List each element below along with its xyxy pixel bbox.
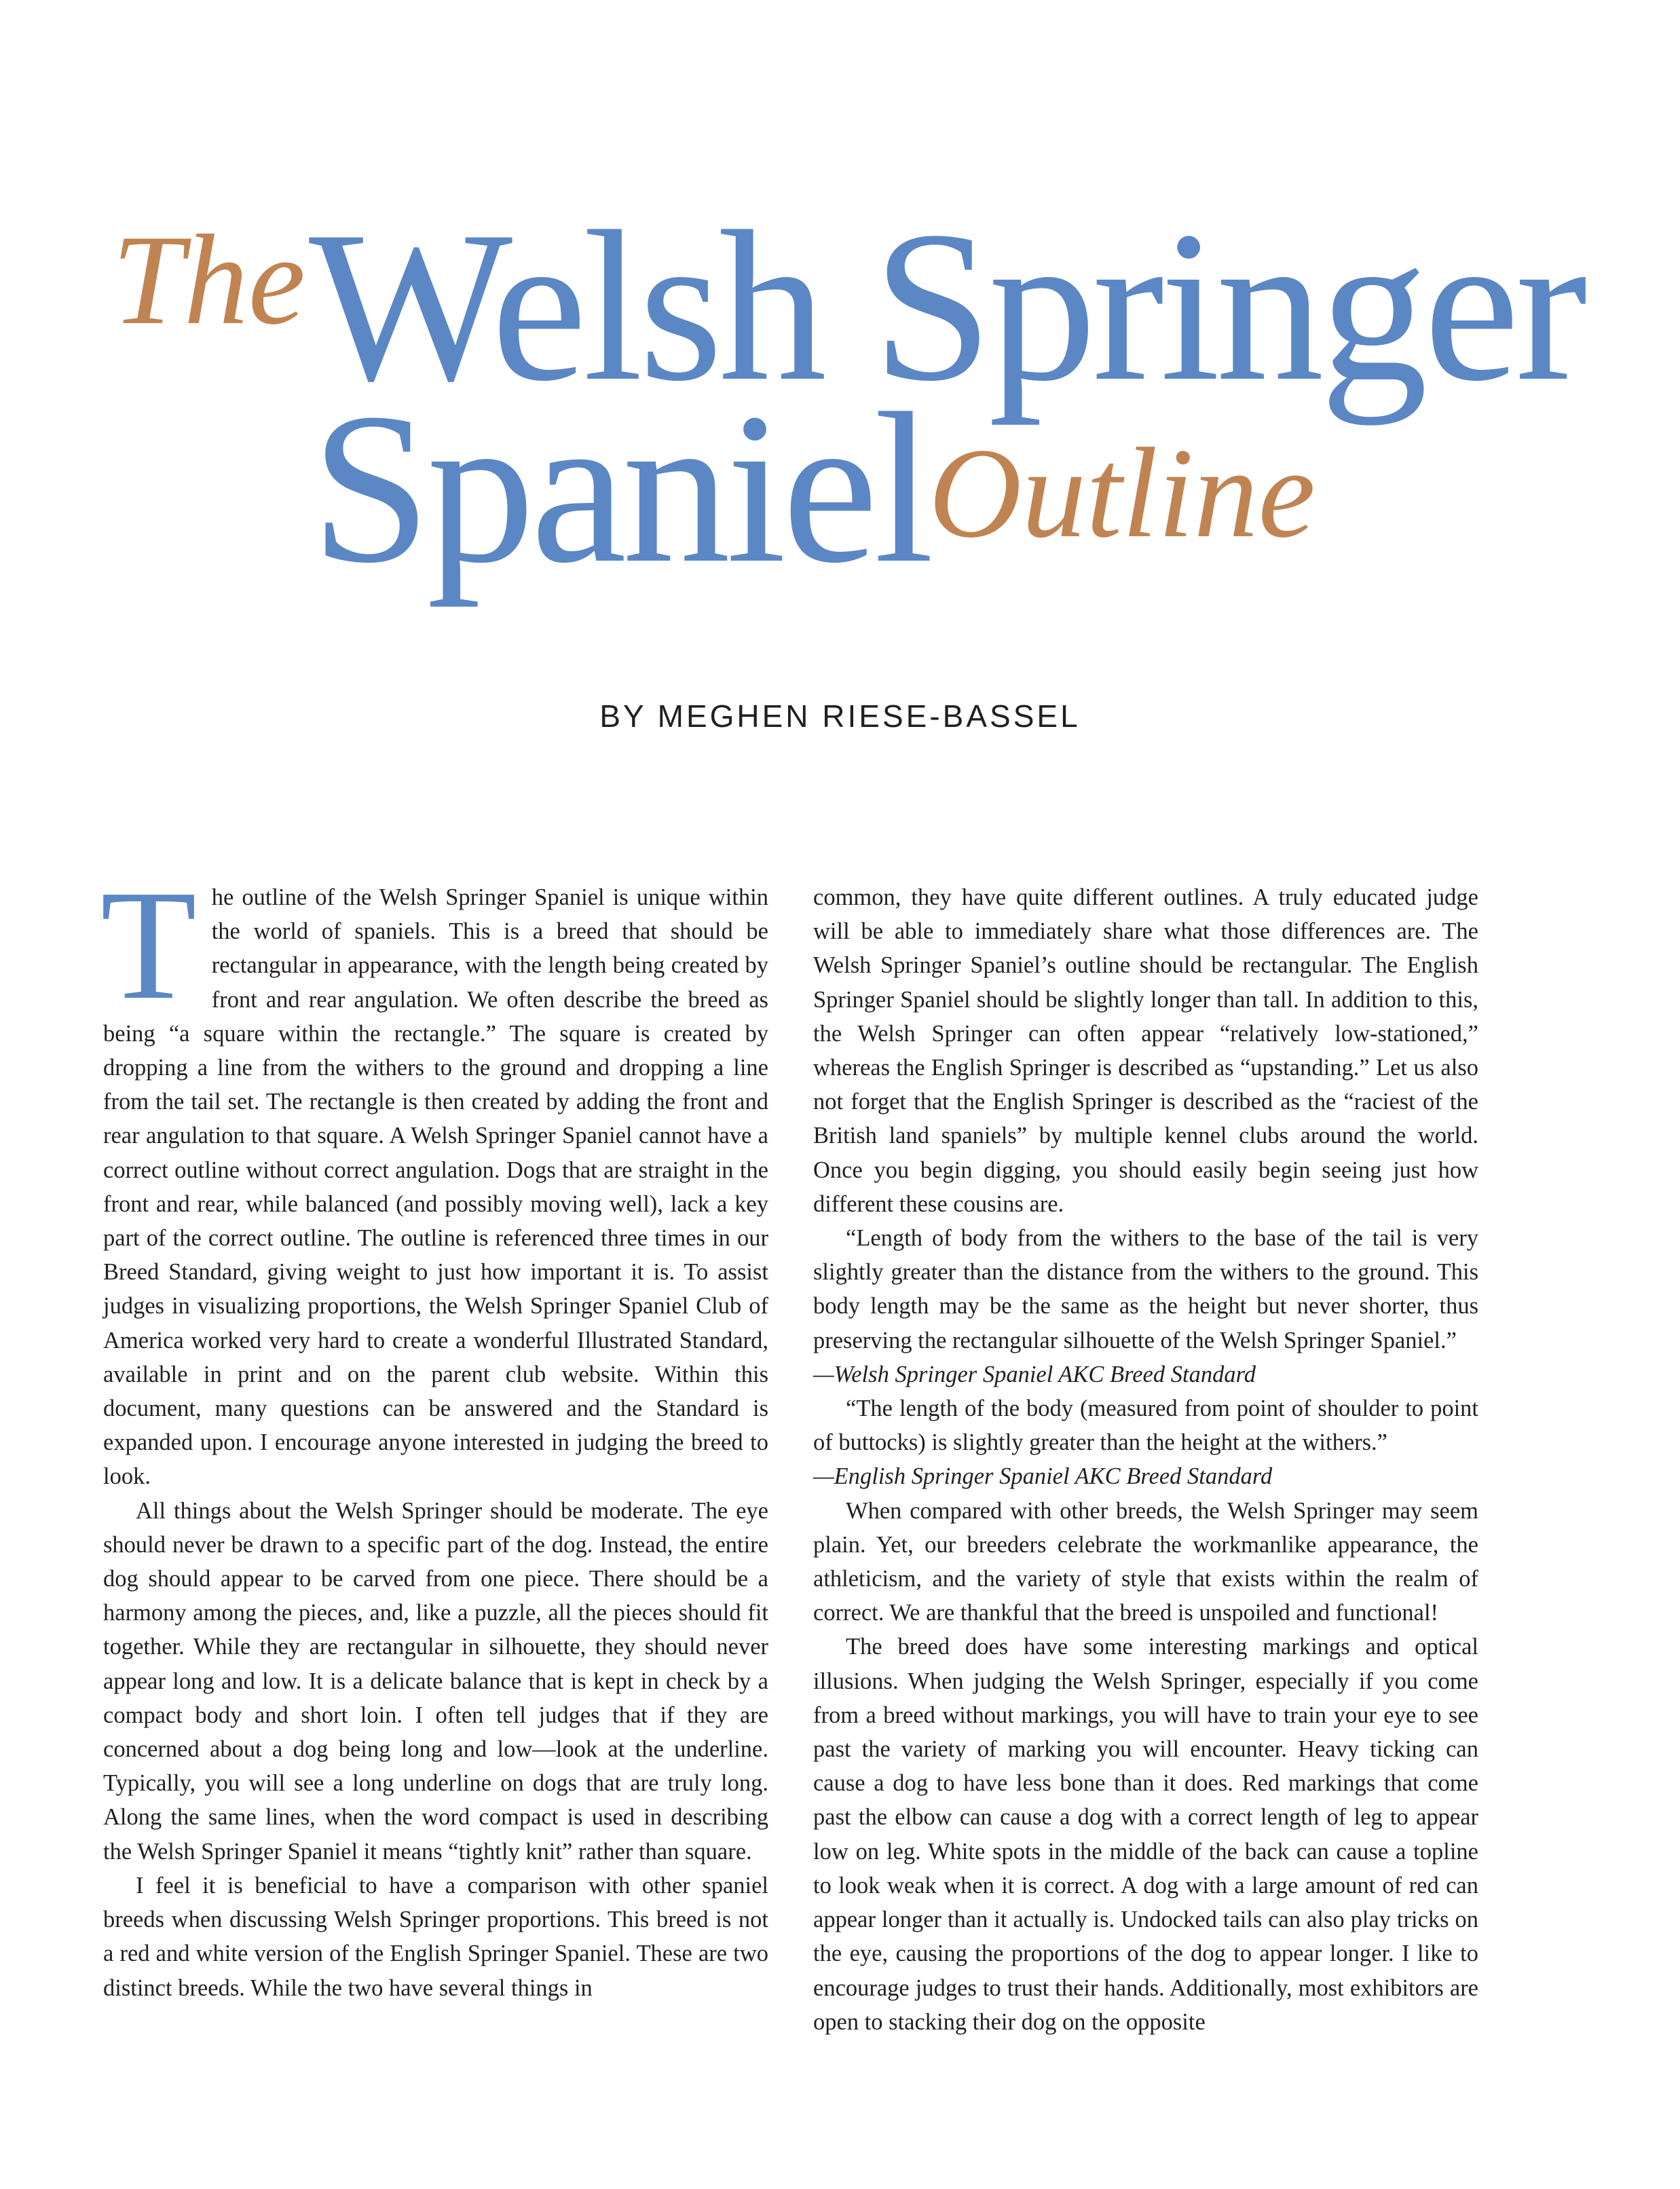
title-spaniel: Spaniel xyxy=(311,369,930,607)
drop-cap: T xyxy=(100,858,197,1032)
right-column xyxy=(813,880,1478,2039)
paragraph-intro xyxy=(100,858,768,1494)
quote-welsh-standard: “Length of body from the withers to the base of the tail is very slightly greater than the distance from the withers to the ground. This body length may be the same as the height but never shorter, thus preserving the rectangular silhouette of the Welsh Springer Spaniel.” xyxy=(813,1225,1478,1353)
paragraph-moderate: All things about the Welsh Springer should be moderate. The eye should never be drawn to a specific part of the dog. Instead, the entire dog should appear to be carved from one piece. There should be a harmony among the pieces, and, like a puzzle, all the pieces should fit together. While they are rectangular in silhouette, they should never appear long and low. It is a delicate balance that is kept in check by a compact body and short loin. I often tell judges that if they are concerned about a dog being long and low—look at the underline. Typically, you will see a long underline on dogs that are truly long. Along the same lines, when the word compact is used in describing the Welsh Springer Spaniel it means “tightly knit” rather than square. xyxy=(103,1497,768,1865)
paragraph-comparison: I feel it is beneficial to have a comparison with other spaniel breeds when discussing Welsh Springer proportions. This breed is not a red and white version of the English Springer Spaniel. These are two distinct breeds. While the two have several things in xyxy=(103,1872,768,2001)
author-byline: BY MEGHEN RIESE-BASSEL xyxy=(599,698,1081,734)
title-the: The xyxy=(112,209,305,352)
title-welsh-springer: Welsh Springer xyxy=(309,187,1584,426)
paragraph-intro-text: he outline of the Welsh Springer Spaniel is unique within the world of spaniels. This is a breed that should be rectangular in appearance, with the length being created by front and rear angulation. We often describe the breed as being “a square within the rectangle.” The square is created by dropping a line from the withers to the ground and dropping a line from the tail set. The rectangle is then created by adding the front and rear angulation to that square. A Welsh Springer Spaniel cannot have a correct outline without correct angulation. Dogs that are straight in the front and rear, while balanced (and possibly moving well), lack a key part of the correct outline. The outline is referenced three times in our Breed Standard, giving weight to just how important it is. To assist judges in visualizing proportions, the Welsh Springer Spaniel Club of America worked very hard to create a wonderful Illustrated Standard, available in print and on the parent club website. Within this document, many questions can be answered and the Standard is expanded upon. I encourage anyone interested in judging the breed to look. xyxy=(103,884,768,1490)
paragraph-continued: common, they have quite different outlines. A truly educated judge will be able to immediately share what those differences are. The Welsh Springer Spaniel’s outline should be rectangular. The English Springer Spaniel should be slightly longer than tall. In addition to this, the Welsh Springer can often appear “relatively low-stationed,” whereas the English Springer is described as “upstanding.” Let us also not forget that the English Springer is described as the “raciest of the British land spaniels” by multiple kennel clubs around the world. Once you begin digging, you should easily begin seeing just how different these cousins are. xyxy=(813,884,1478,1217)
paragraph-plain: When compared with other breeds, the Welsh Springer may seem plain. Yet, our breeders celebrate the workmanlike appearance, the athleticism, and the variety of style that exists within the realm of correct. We are thankful that the breed is unspoiled and functional! xyxy=(813,1497,1478,1626)
left-column xyxy=(100,858,768,2005)
citation-english-standard: —English Springer Spaniel AKC Breed Standard xyxy=(813,1463,1273,1490)
title-outline: Outline xyxy=(929,422,1315,565)
paragraph-markings: The breed does have some interesting markings and optical illusions. When judging the Welsh Springer, especially if you come from a breed without markings, you will have to train your eye to see past the variety of marking you will encounter. Heavy ticking can cause a dog to have less bone than it does. Red markings that come past the elbow can cause a dog with a correct length of leg to appear low on leg. White spots in the middle of the back can cause a topline to look weak when it is correct. A dog with a large amount of red can appear longer than it actually is. Undocked tails can also play tricks on the eye, causing the proportions of the dog to appear longer. I like to encourage judges to trust their hands. Additionally, most exhibitors are open to stacking their dog on the opposite xyxy=(813,1634,1478,2035)
quote-english-standard: “The length of the body (measured from point of shoulder to point of buttocks) is slightly greater than the height at the withers.” xyxy=(813,1396,1478,1456)
citation-welsh-standard: —Welsh Springer Spaniel AKC Breed Standard xyxy=(813,1361,1256,1387)
article-title xyxy=(0,0,1680,611)
